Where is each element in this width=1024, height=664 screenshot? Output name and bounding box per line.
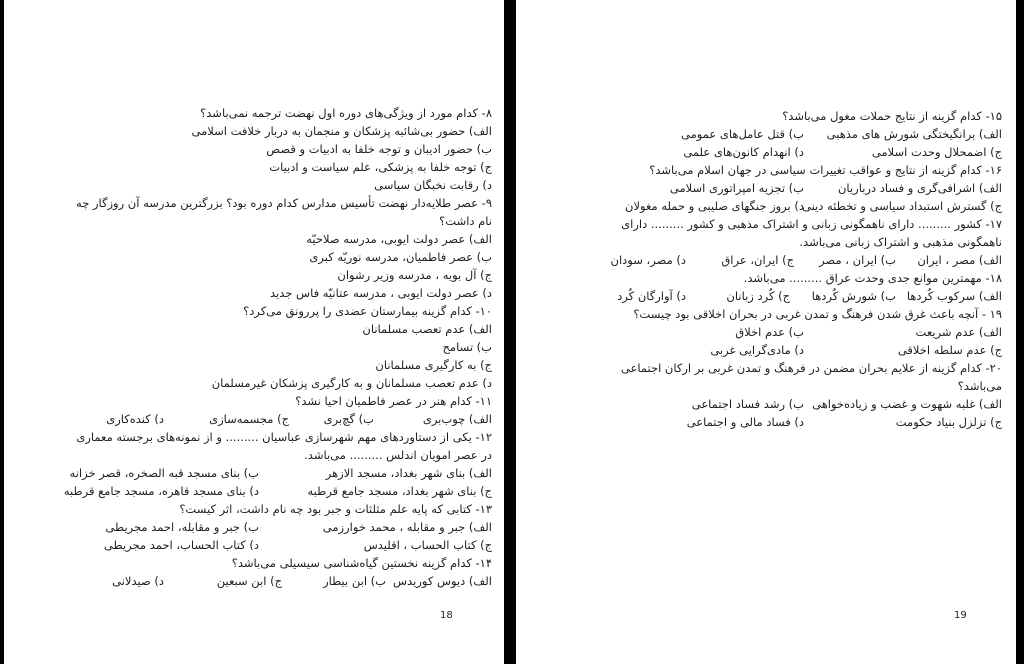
- q19-option-b: ب) عدم اخلاق: [735, 325, 804, 339]
- q19-text: ۱۹ - آنچه باعث غرق شدن فرهنگ و تمدن غربی در بحران اخلاقی بود چیست؟: [633, 307, 1002, 321]
- q20-text: ۲۰- کدام گزینه از علایم بحران مضمن در فرهنگ و تمدن غربی بر ارکان اجتماعی: [620, 361, 1002, 375]
- q10-option-b: ب) تسامح: [442, 340, 492, 354]
- q10-option-a: الف) عدم تعصب مسلمانان: [362, 322, 492, 336]
- q12-text: ۱۲- یکی از دستاوردهای مهم شهرسازی عباسیان ......... و از نمونه‌های برجسته معماری: [76, 430, 492, 444]
- q19-option-d: د) مادی‌گرایی غربی: [710, 343, 804, 357]
- q15-option-b: ب) قتل عامل‌های عمومی: [681, 127, 804, 141]
- q12-option-c: ج) بنای شهر بغداد، مسجد جامع قرطبه: [307, 484, 492, 498]
- q17-option-c: ج) ایران، عراق: [721, 253, 794, 267]
- q11-text: ۱۱- کدام هنر در عصر فاطمیان احیا نشد؟: [295, 394, 492, 408]
- q13-option-b: ب) جبر و مقابله، احمد مجریطی: [105, 520, 259, 534]
- q13-option-c: ج) کتاب الحساب ، اقلیدس: [363, 538, 492, 552]
- q17-text-cont: ناهمگونی مذهبی و اشتراک زبانی می‌باشد.: [799, 235, 1002, 249]
- q8-option-c: ج) توجه خلفا به پزشکی، علم سیاست و ادبیات: [269, 160, 492, 174]
- q14-option-d: د) صیدلانی: [112, 574, 164, 588]
- q9-option-a: الف) عصر دولت ایوبی، مدرسه صلاحیّه: [306, 232, 492, 246]
- q13-option-d: د) کتاب الحساب، احمد مجریطی: [103, 538, 259, 552]
- q17-option-d: د) مصر، سودان: [610, 253, 686, 267]
- q10-option-c: ج) به کارگیری مسلمانان: [375, 358, 492, 372]
- q17-option-a: الف) مصر ، ایران: [917, 253, 1002, 267]
- right-page: [516, 0, 1016, 664]
- q15-option-c: ج) اضمحلال وحدت اسلامی: [871, 145, 1002, 159]
- q12-text-cont: در عصر امویان اندلس ......... می‌باشد.: [304, 448, 492, 462]
- q18-option-d: د) آوارگان کُرد: [617, 289, 686, 303]
- q14-option-c: ج) ابن سبعین: [216, 574, 282, 588]
- q16-text: ۱۶- کدام گزینه از نتایج و عواقب تغییرات سیاسی در جهان اسلام می‌باشد؟: [649, 163, 1002, 177]
- q16-option-a: الف) اشرافی‌گری و فساد درباریان: [837, 181, 1002, 195]
- q16-option-d: د) بروز جنگهای صلیبی و حمله مغولان: [625, 199, 804, 213]
- page-number: 18: [440, 610, 453, 621]
- q15-option-d: د) انهدام کانون‌های علمی: [683, 145, 804, 159]
- q20-option-d: د) فساد مالی و اجتماعی: [686, 415, 804, 429]
- q20-option-c: ج) تزلزل بنیاد حکومت: [895, 415, 1002, 429]
- q17-option-b: ب) ایران ، مصر: [819, 253, 896, 267]
- q20-text-cont: می‌باشد؟: [957, 379, 1002, 393]
- q10-option-d: د) عدم تعصب مسلمانان و به کارگیری پزشکان غیرمسلمان: [211, 376, 492, 390]
- q9-text-cont: نام داشت؟: [439, 214, 492, 228]
- q10-text: ۱۰- کدام گزینه بیمارستان عضدی را پررونق می‌کرد؟: [243, 304, 492, 318]
- page-number: 19: [954, 610, 967, 621]
- q18-text: ۱۸- مهمترین موانع جدی وحدت عراق ......... می‌باشد.: [743, 271, 1002, 285]
- q19-option-a: الف) عدم شریعت: [915, 325, 1002, 339]
- q13-text: ۱۳- کتابی که پایه علم مثلثات و جبر بود چه نام داشت، اثر کیست؟: [179, 502, 492, 516]
- q14-option-a: الف) دیوس کوریدس: [393, 574, 492, 588]
- q8-option-b: ب) حضور ادیبان و توجه خلفا به ادبیات و قصص: [266, 142, 492, 156]
- q9-option-b: ب) عصر فاطمیان، مدرسه نوریّه کبری: [309, 250, 492, 264]
- q13-option-a: الف) جبر و مقابله ، محمد خوارزمی: [322, 520, 492, 534]
- q9-option-d: د) عصر دولت ایوبی ، مدرسه عتانیّه فاس جدید: [270, 286, 492, 300]
- q18-option-b: ب) شورش کُردها: [811, 289, 896, 303]
- q14-option-b: ب) ابن بیطار: [323, 574, 386, 588]
- q14-text: ۱۴- کدام گزینه نخستین گیاه‌شناسی سیسیلی می‌باشد؟: [231, 556, 492, 570]
- q16-option-c: ج) گسترش استبداد سیاسی و تخطئه دینی: [801, 199, 1002, 213]
- left-page: [4, 0, 504, 664]
- q18-option-c: ج) کُرد زبانان: [726, 289, 790, 303]
- q8-text: ۸- کدام مورد از ویژگی‌های دوره اول نهضت ترجمه نمی‌باشد؟: [200, 106, 492, 120]
- q11-option-d: د) کنده‌کاری: [106, 412, 164, 426]
- q15-option-a: الف) برانگیختگی شورش های مذهبی: [826, 127, 1002, 141]
- q20-option-b: ب) رشد فساد اجتماعی: [691, 397, 804, 411]
- q18-option-a: الف) سرکوب کُردها: [906, 289, 1002, 303]
- q12-option-d: د) بنای مسجد قاهره، مسجد جامع قرطبه: [63, 484, 259, 498]
- q11-option-c: ج) مجسمه‌سازی: [209, 412, 289, 426]
- q9-option-c: ج) آل بویه ، مدرسه وزیر رشوان: [337, 268, 492, 282]
- q19-option-c: ج) عدم سلطه اخلاقی: [897, 343, 1002, 357]
- q17-text: ۱۷- کشور ......... دارای ناهمگونی زبانی و اشتراک مذهبی و کشور ......... دارای: [621, 217, 1002, 231]
- q15-text: ۱۵- کدام گزینه از نتایج حملات مغول می‌باشد؟: [782, 109, 1002, 123]
- q8-option-d: د) رقابت نخبگان سیاسی: [374, 178, 492, 192]
- q12-option-a: الف) بنای شهر بغداد، مسجد الازهر: [325, 466, 492, 480]
- q8-option-a: الف) حضور بی‌شائبه پزشکان و منجمان به دربار خلافت اسلامی: [191, 124, 492, 138]
- q16-option-b: ب) تجزیه امپراتوری اسلامی: [669, 181, 804, 195]
- q11-option-b: ب) گچ‌بری: [323, 412, 374, 426]
- q20-option-a: الف) غلبه شهوت و غضب و زیاده‌خواهی: [812, 397, 1002, 411]
- q12-option-b: ب) بنای مسجد قبه الصخره، قصر خزانه: [69, 466, 259, 480]
- q9-text: ۹- عصر طلایه‌دار نهضت تأسیس مدارس کدام دوره بود؟ بزرگترین مدرسه آن روزگار چه: [76, 196, 492, 210]
- q11-option-a: الف) چوب‌بری: [422, 412, 492, 426]
